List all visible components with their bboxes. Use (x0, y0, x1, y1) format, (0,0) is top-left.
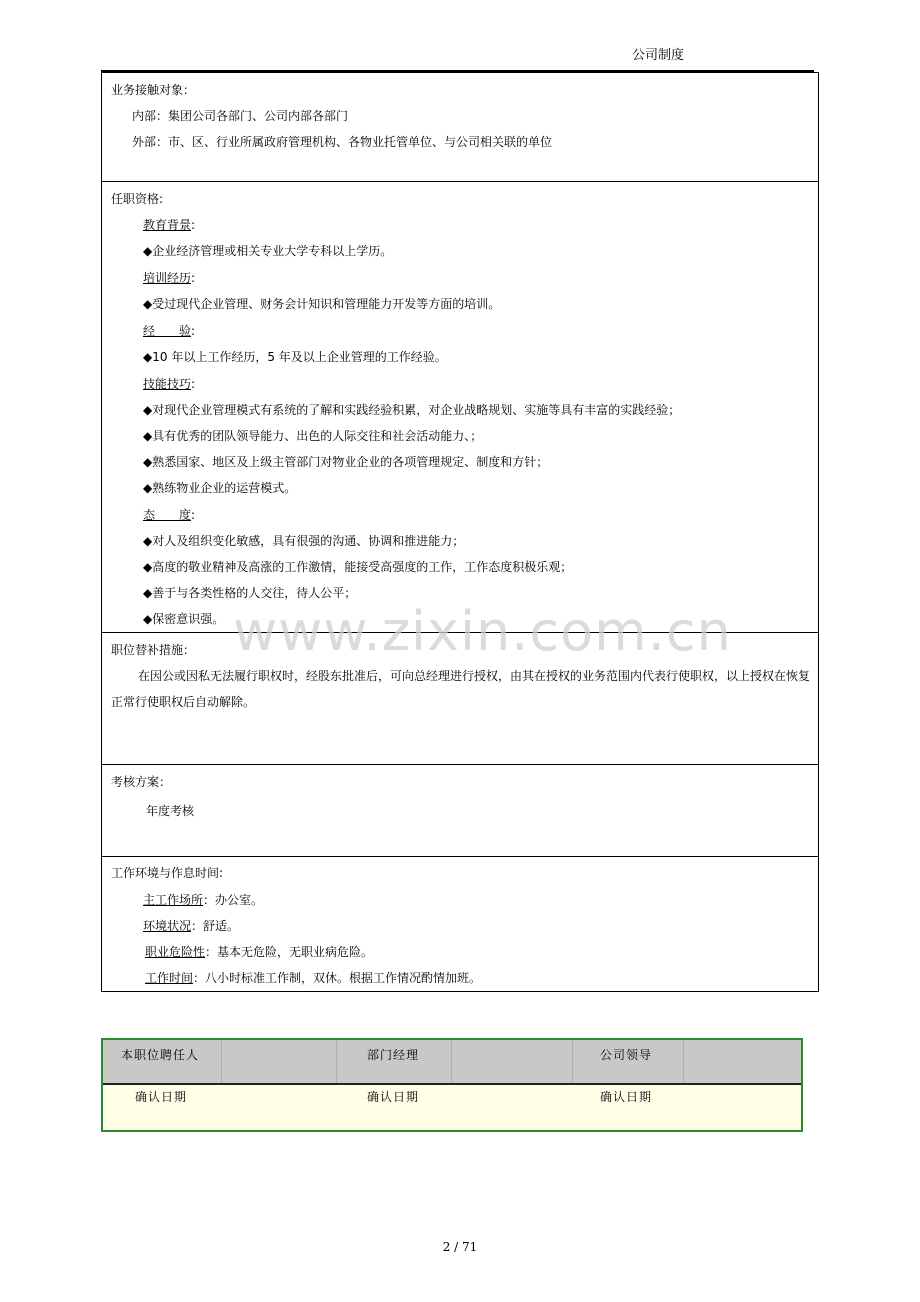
assessment-text: 年度考核 (146, 804, 195, 818)
dept-manager-date-label: 确认日期 (367, 1090, 420, 1104)
hazard-line (145, 939, 373, 965)
business-contacts-title: 业务接触对象： (111, 83, 196, 97)
column-divider (336, 1040, 337, 1083)
external-contacts: 外部：市、区、行业所属政府管理机构、各物业托管单位、与公司相关联的单位 (132, 135, 553, 149)
attitude-label: 态 度 (143, 508, 192, 522)
business-contacts-section (101, 72, 819, 182)
hours-line (145, 965, 481, 991)
attitude-item: ◆对人及组织变化敏感，具有很强的沟通、协调和推进能力； (143, 534, 465, 548)
hazard-value: ：基本无危险，无职业病危险。 (205, 945, 374, 959)
hazard-label: 职业危险性 (145, 945, 206, 959)
workplace-value: ：办公室。 (203, 893, 264, 907)
skills-item: ◆熟悉国家、地区及上级主管部门对物业企业的各项管理规定、制度和方针； (143, 455, 549, 469)
company-leader-date-label: 确认日期 (600, 1090, 653, 1104)
company-leader-label: 公司领导 (600, 1048, 653, 1062)
hours-value: ：八小时标准工作制，双休。根据工作情况酌情加班。 (193, 971, 482, 985)
attitude-item: ◆善于与各类性格的人交往，待人公平； (143, 586, 357, 600)
attitude-heading: 态 度: (143, 508, 196, 522)
condition-label: 环境状况 (143, 919, 192, 933)
experience-heading: 经 验: (143, 324, 196, 338)
column-divider (572, 1040, 573, 1083)
qualifications-title: 任职资格: (111, 192, 164, 206)
attitude-item: ◆高度的敬业精神及高涨的工作激情，能接受高强度的工作，工作态度积极乐观； (143, 560, 573, 574)
education-item: ◆企业经济管理或相关专业大学专科以上学历。 (143, 244, 393, 258)
education-label: 教育背景 (143, 218, 192, 232)
column-divider (683, 1040, 684, 1083)
internal-contacts: 内部：集团公司各部门、公司内部各部门 (132, 109, 349, 123)
workplace-label: 主工作场所 (143, 893, 204, 907)
condition-line (143, 913, 239, 939)
column-divider (451, 1040, 452, 1083)
hours-label: 工作时间 (145, 971, 194, 985)
workplace-line (143, 887, 263, 913)
experience-item: ◆10 年以上工作经历，5 年及以上企业管理的工作经验。 (143, 350, 447, 364)
training-item: ◆受过现代企业管理、财务会计知识和管理能力开发等方面的培训。 (143, 297, 501, 311)
experience-label: 经 验 (143, 324, 192, 338)
attitude-item: ◆保密意识强。 (143, 612, 225, 626)
training-heading: 培训经历: (143, 271, 196, 285)
skills-item: ◆对现代企业管理模式有系统的了解和实践经验积累，对企业战略规划、实施等具有丰富的实践经验； (143, 403, 681, 417)
column-divider (221, 1040, 222, 1083)
skills-item: ◆熟练物业企业的运营模式。 (143, 481, 297, 495)
education-heading: 教育背景: (143, 218, 196, 232)
assessment-title: 考核方案： (111, 775, 172, 789)
training-label: 培训经历 (143, 271, 192, 285)
skills-label: 技能技巧 (143, 377, 192, 391)
assessment-section (101, 764, 819, 857)
signoff-header-row (103, 1040, 801, 1085)
skills-item: ◆具有优秀的团队领导能力、出色的人际交往和社会活动能力、； (143, 429, 483, 443)
watermark: www.zixin.com.cn (233, 600, 732, 663)
environment-title: 工作环境与作息时间: (111, 866, 224, 880)
page-number: 2 / 71 (442, 1240, 478, 1254)
signoff-table (101, 1038, 803, 1132)
header-title: 公司制度 (632, 48, 685, 63)
substitute-text: 在因公或因私无法履行职权时，经股东批准后，可向总经理进行授权，由其在授权的业务范围内代表行使职权，以上授权在恢复正常行使职权后自动解除。 (111, 669, 811, 709)
skills-heading: 技能技巧: (143, 377, 196, 391)
environment-section (101, 856, 819, 992)
appointee-label: 本职位聘任人 (121, 1048, 200, 1062)
substitute-title: 职位替补措施： (111, 643, 196, 657)
condition-value: ：舒适。 (191, 919, 240, 933)
dept-manager-label: 部门经理 (367, 1048, 420, 1062)
qualifications-section (101, 181, 819, 633)
appointee-date-label: 确认日期 (135, 1090, 188, 1104)
